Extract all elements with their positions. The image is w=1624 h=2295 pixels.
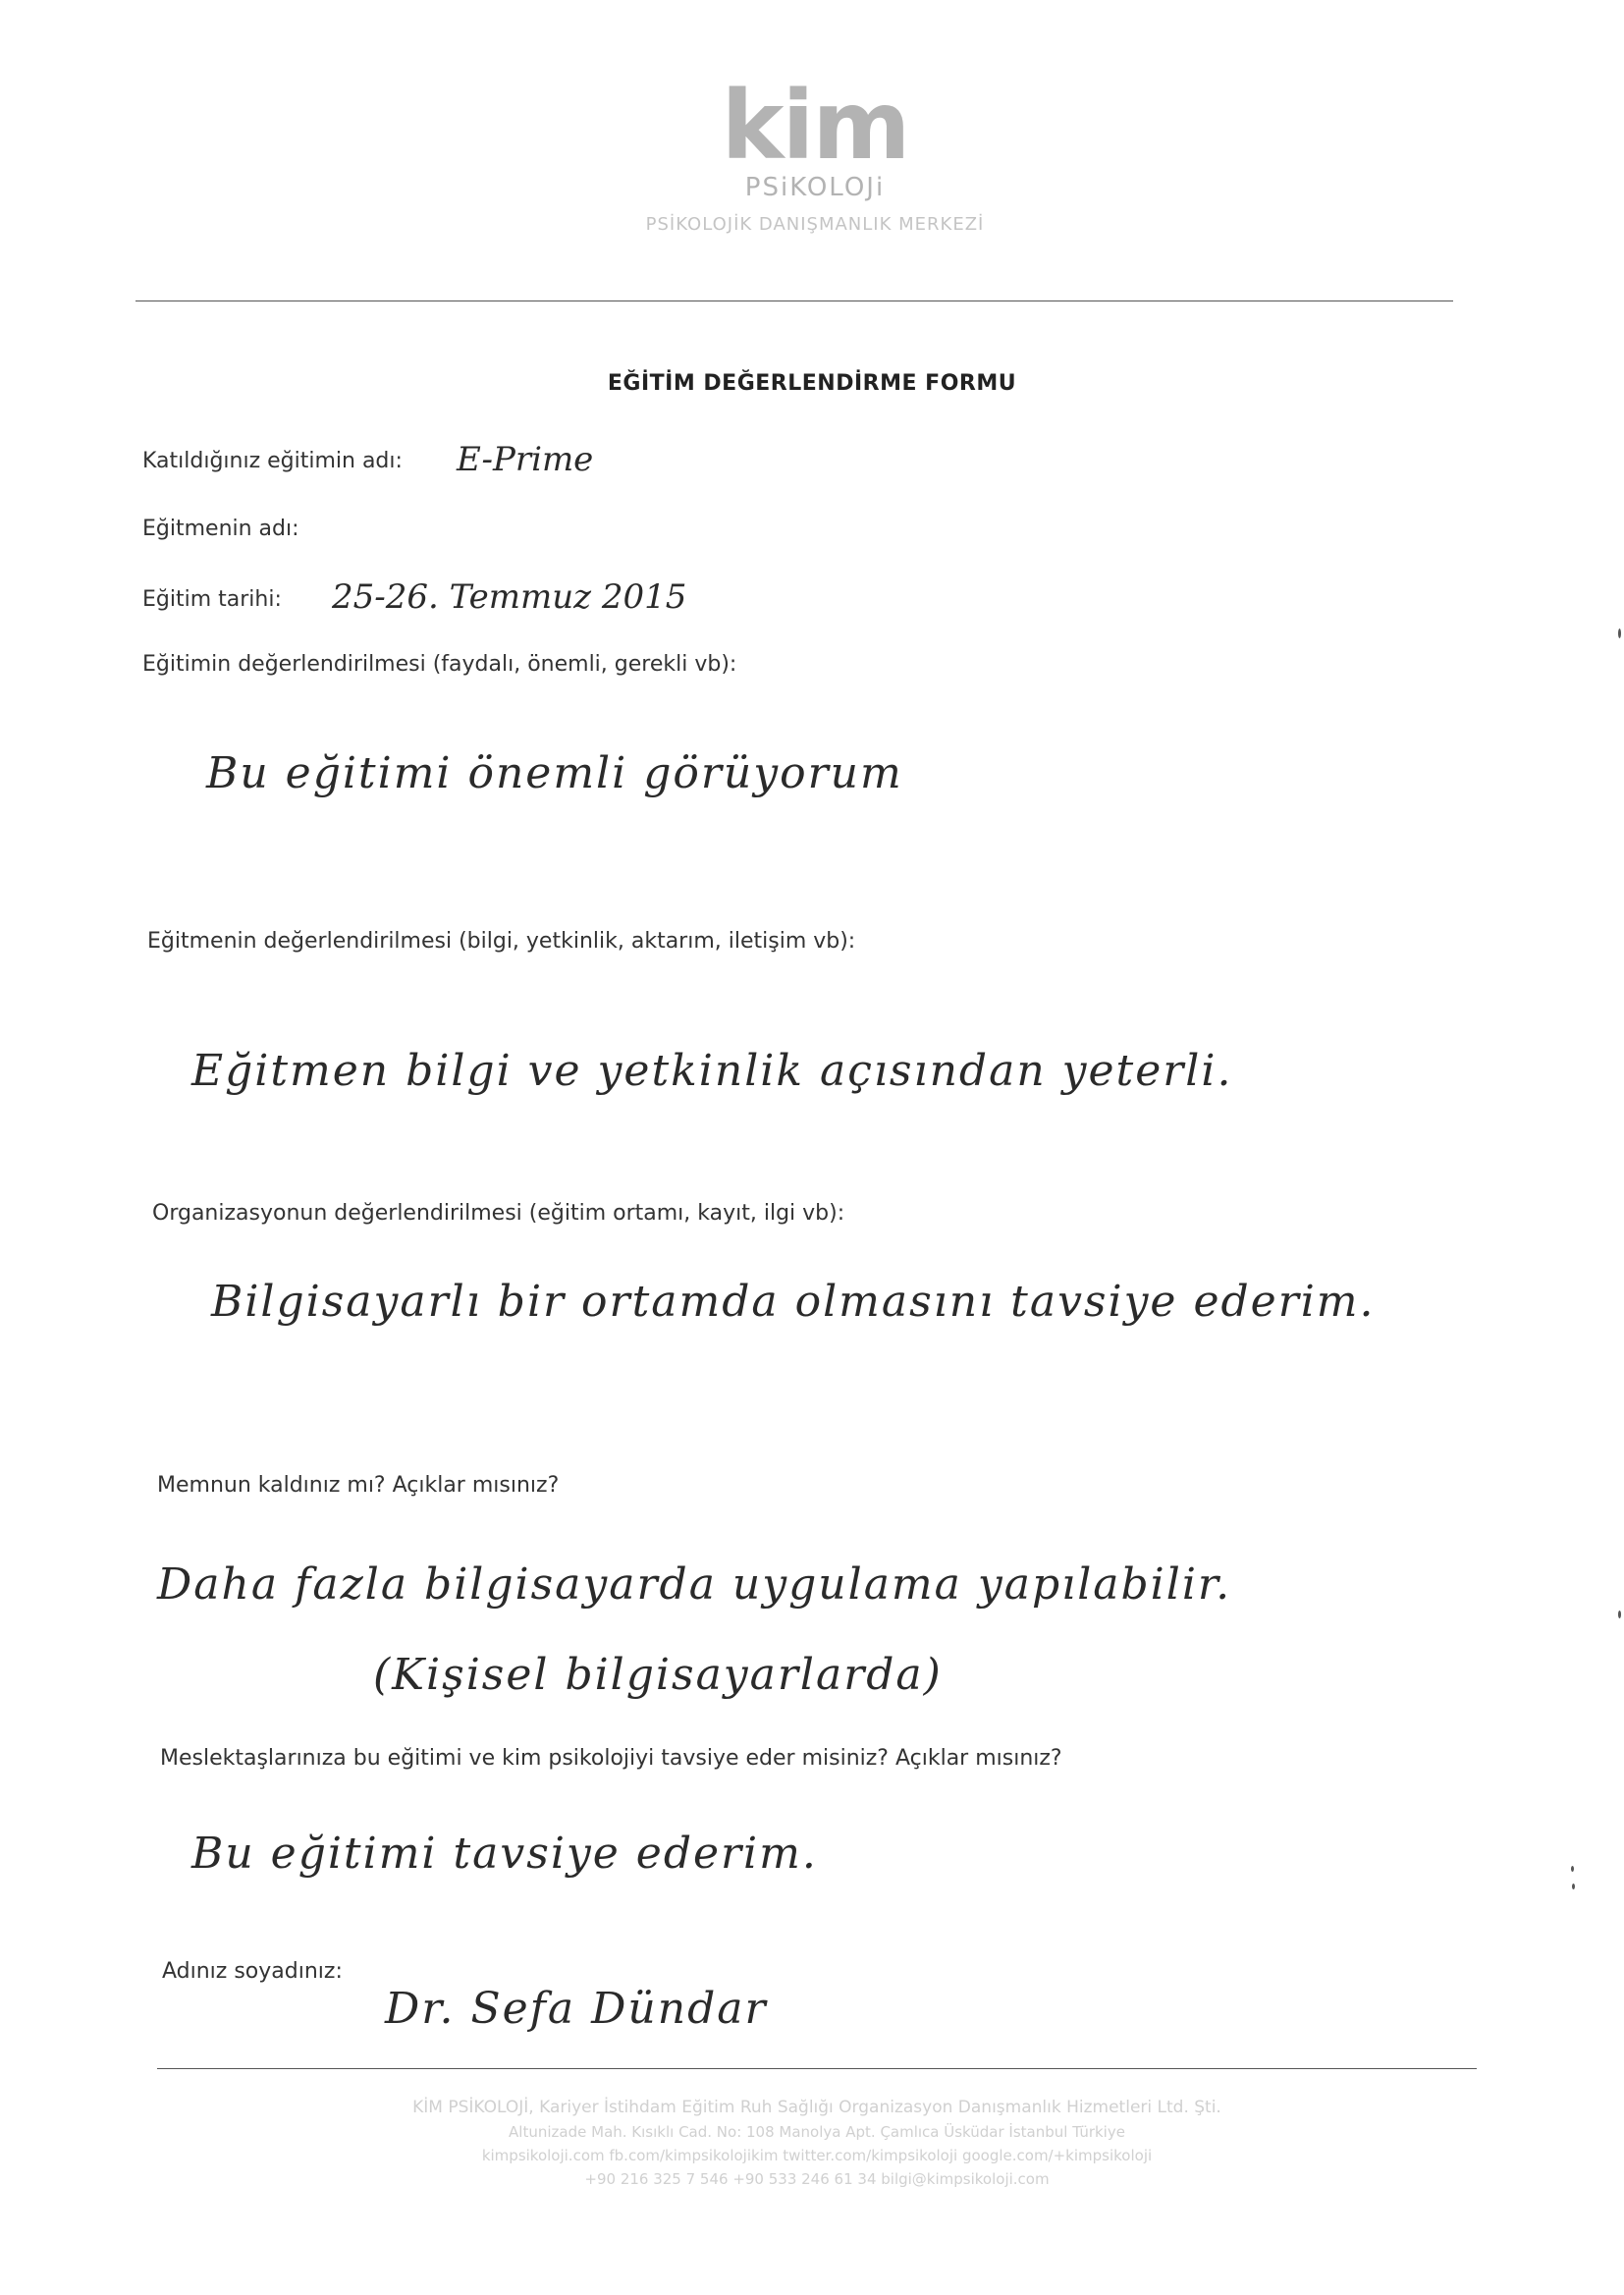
recommendation-label: Meslektaşlarınıza bu eğitimi ve kim psikolojiyi tavsiye eder misiniz? Açıklar mısınız?: [160, 1746, 1062, 1771]
training-name-label: Katıldığınız eğitimin adı:: [142, 449, 403, 473]
form-title: EĞİTİM DEĞERLENDİRME FORMU: [607, 371, 1017, 396]
trainer-evaluation-answer: Eğitmen bilgi ve yetkinlik açısından yeterli.: [191, 1046, 1233, 1096]
name-surname-label: Adınız soyadınız:: [162, 1959, 343, 1984]
satisfaction-answer-note: (Kişisel bilgisayarlarda): [373, 1650, 943, 1700]
scan-speck: [1571, 1866, 1574, 1872]
footer-web: kimpsikoloji.com fb.com/kimpsikolojikim twitter.com/kimpsikoloji google.com/+kimpsikoloji: [481, 2147, 1153, 2164]
logo-mark: kim: [721, 71, 909, 181]
training-evaluation-answer: Bu eğitimi önemli görüyorum: [206, 748, 903, 798]
satisfaction-label: Memnun kaldınız mı? Açıklar mısınız?: [157, 1473, 560, 1498]
logo-name: PSiKOLOJi: [744, 173, 886, 202]
training-date-answer: 25-26. Temmuz 2015: [332, 577, 687, 617]
footer-address: Altunizade Mah. Kısıklı Cad. No: 108 Manolya Apt. Çamlıca Üsküdar İstanbul Türkiye: [509, 2123, 1125, 2141]
name-surname-answer: Dr. Sefa Dündar: [385, 1984, 768, 2034]
footer-divider: [157, 2068, 1477, 2069]
company-logo: [589, 71, 1041, 235]
logo-tagline: PSİKOLOJİK DANIŞMANLIK MERKEZİ: [645, 214, 985, 235]
scan-speck: [1572, 1884, 1575, 1889]
recommendation-answer: Bu eğitimi tavsiye ederim.: [191, 1829, 818, 1879]
training-name-answer: E-Prime: [457, 440, 594, 479]
trainer-evaluation-label: Eğitmenin değerlendirilmesi (bilgi, yetkinlik, aktarım, iletişim vb):: [147, 929, 856, 954]
trainer-name-label: Eğitmenin adı:: [142, 517, 299, 541]
organization-evaluation-label: Organizasyonun değerlendirilmesi (eğitim ortamı, kayıt, ilgi vb):: [152, 1201, 845, 1226]
satisfaction-answer: Daha fazla bilgisayarda uygulama yapılabilir.: [157, 1559, 1232, 1610]
scan-speck: [1618, 1611, 1621, 1618]
footer-company: KİM PSİKOLOJİ, Kariyer İstihdam Eğitim Ruh Sağlığı Organizasyon Danışmanlık Hizmetleri Ltd. Şti.: [412, 2098, 1221, 2117]
organization-evaluation-answer: Bilgisayarlı bir ortamda olmasını tavsiye ederim.: [211, 1277, 1376, 1327]
training-date-label: Eğitim tarihi:: [142, 587, 282, 612]
scan-speck: [1618, 628, 1621, 638]
footer-contact: +90 216 325 7 546 +90 533 246 61 34 bilgi@kimpsikoloji.com: [584, 2170, 1050, 2188]
training-evaluation-label: Eğitimin değerlendirilmesi (faydalı, önemli, gerekli vb):: [142, 652, 737, 677]
